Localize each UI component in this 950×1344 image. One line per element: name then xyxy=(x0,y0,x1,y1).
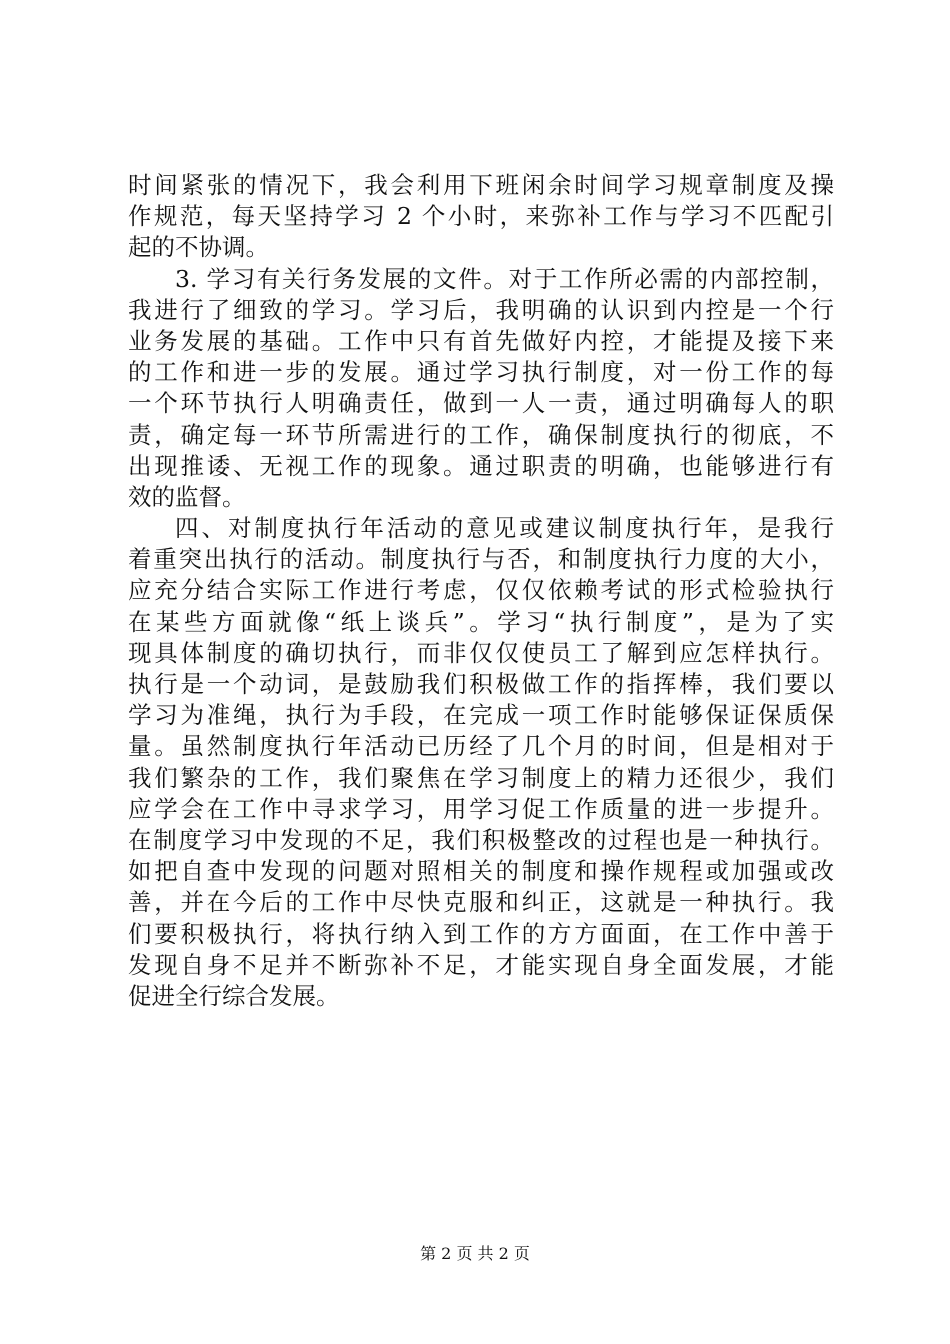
text-line: 们要积极执行，将执行纳入到工作的方方面面，在工作中善于 xyxy=(128,919,834,948)
text-line: 的工作和进一步的发展。通过学习执行制度，对一份工作的每 xyxy=(128,358,834,387)
text-line: 业务发展的基础。工作中只有首先做好内控，才能提及接下来 xyxy=(128,326,834,355)
text-line: 现具体制度的确切执行，而非仅仅使员工了解到应怎样执行。 xyxy=(128,638,834,667)
page-number-footer: 第 2 页 共 2 页 xyxy=(420,1244,530,1263)
text-line: 应充分结合实际工作进行考虑，仅仅依赖考试的形式检验执行 xyxy=(128,576,834,605)
text-line: 我进行了细致的学习。学习后，我明确的认识到内控是一个行 xyxy=(128,295,834,324)
text-line: 发现自身不足并不断弥补不足，才能实现自身全面发展，才能 xyxy=(128,950,834,979)
text-line: 执行是一个动词，是鼓励我们积极做工作的指挥棒，我们要以 xyxy=(128,670,834,698)
text-line: 四、对制度执行年活动的意见或建议制度执行年，是我行 xyxy=(175,514,834,543)
text-line: 起的不协调。 xyxy=(128,233,269,262)
text-line: 善，并在今后的工作中尽快克服和纠正，这就是一种执行。我 xyxy=(128,888,834,917)
text-line: 学习为准绳，执行为手段，在完成一项工作时能够保证保质保 xyxy=(128,701,834,730)
text-line: 出现推诿、无视工作的现象。通过职责的明确，也能够进行有 xyxy=(128,451,834,480)
text-line: 责，确定每一环节所需进行的工作，确保制度执行的彻底，不 xyxy=(128,420,834,449)
text-line: 着重突出执行的活动。制度执行与否，和制度执行力度的大小， xyxy=(128,545,834,574)
text-line: 在制度学习中发现的不足，我们积极整改的过程也是一种执行。 xyxy=(128,825,834,854)
text-line: 我们繁杂的工作，我们聚焦在学习制度上的精力还很少，我们 xyxy=(128,763,834,792)
text-line: 效的监督。 xyxy=(128,482,246,511)
text-line: 如把自查中发现的问题对照相关的制度和操作规程或加强或改 xyxy=(128,857,834,886)
text-line: 一个环节执行人明确责任，做到一人一责，通过明确每人的职 xyxy=(128,389,834,418)
text-line: 在某些方面就像“纸上谈兵”。学习“执行制度”，是为了实 xyxy=(128,607,834,636)
text-line: 应学会在工作中寻求学习，用学习促工作质量的进一步提升。 xyxy=(128,794,834,823)
document-body xyxy=(128,170,834,1012)
text-line: 3. 学习有关行务发展的文件。对于工作所必需的内部控制， xyxy=(175,264,834,293)
text-line: 量。虽然制度执行年活动已历经了几个月的时间，但是相对于 xyxy=(128,732,834,761)
text-line: 促进全行综合发展。 xyxy=(128,981,340,1010)
text-line: 时间紧张的情况下，我会利用下班闲余时间学习规章制度及操 xyxy=(128,171,834,199)
text-line: 作规范，每天坚持学习 2 个小时，来弥补工作与学习不匹配引 xyxy=(128,202,834,231)
